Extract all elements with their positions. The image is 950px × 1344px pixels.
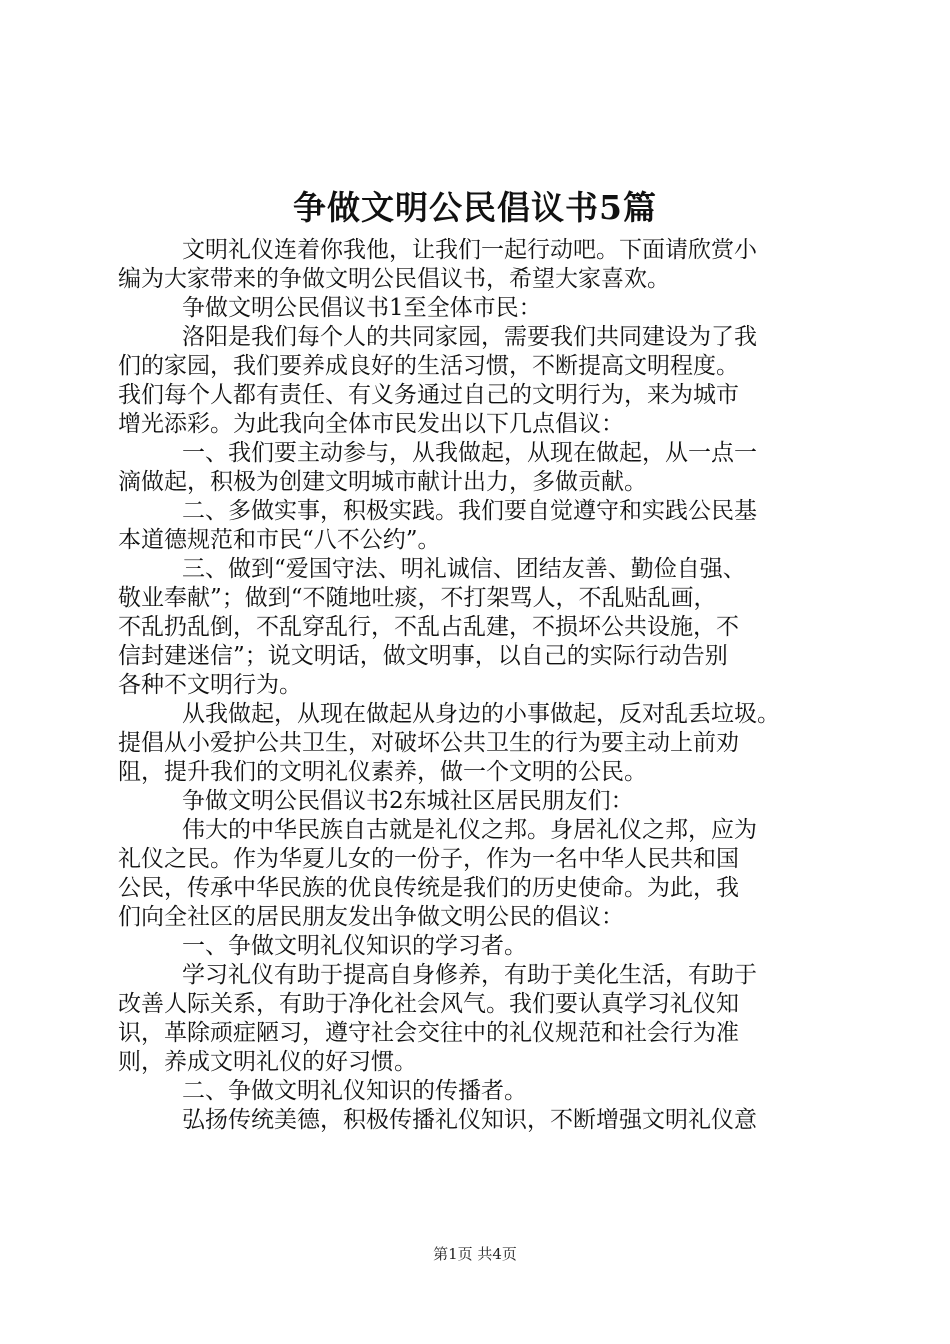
- text-line: 信封建迷信”；说文明话，做文明事，以自己的实际行动告别: [118, 643, 728, 669]
- document-body: [118, 236, 838, 1135]
- text-line: 不乱扔乱倒，不乱穿乱行，不乱占乱建，不损坏公共设施，不: [118, 614, 739, 640]
- text-line: 滴做起，积极为创建文明城市献计出力，多做贡献。: [118, 469, 647, 495]
- document-title: 争做文明公民倡议书5篇: [293, 188, 657, 227]
- text-line: 学习礼仪有助于提高自身修养，有助于美化生活，有助于: [182, 962, 757, 988]
- text-line: 三、做到“爱国守法、明礼诚信、团结友善、勤俭自强、: [182, 556, 746, 582]
- text-line: 本道德规范和市民“八不公约”。: [118, 527, 441, 553]
- text-line: 识，革除顽症陋习，遵守社会交往中的礼仪规范和社会行为准: [118, 1020, 739, 1046]
- text-line: 公民，传承中华民族的优良传统是我们的历史使命。为此，我: [118, 875, 739, 901]
- text-line: 弘扬传统美德，积极传播礼仪知识，不断增强文明礼仪意: [182, 1107, 757, 1133]
- text-line: 我们每个人都有责任、有义务通过自己的文明行为，来为城市: [118, 382, 739, 408]
- text-line: 增光添彩。为此我向全体市民发出以下几点倡议：: [118, 411, 624, 437]
- page-footer: 第1页 共4页: [433, 1245, 517, 1263]
- text-line: 一、我们要主动参与，从我做起，从现在做起，从一点一: [182, 440, 757, 466]
- text-line: 争做文明公民倡议书1至全体市民：: [182, 295, 542, 321]
- text-line: 阻，提升我们的文明礼仪素养，做一个文明的公民。: [118, 759, 647, 785]
- text-line: 从我做起，从现在做起从身边的小事做起，反对乱丢垃圾。: [182, 701, 780, 727]
- text-line: 二、多做实事，积极实践。我们要自觉遵守和实践公民基: [182, 498, 757, 524]
- text-line: 编为大家带来的争做文明公民倡议书，希望大家喜欢。: [118, 266, 670, 292]
- text-line: 文明礼仪连着你我他，让我们一起行动吧。下面请欣赏小: [182, 237, 757, 263]
- text-line: 一、争做文明礼仪知识的学习者。: [182, 933, 527, 959]
- text-line: 各种不文明行为。: [118, 672, 302, 698]
- text-line: 敬业奉献”；做到“不随地吐痰，不打架骂人，不乱贴乱画，: [118, 585, 717, 611]
- text-line: 提倡从小爱护公共卫生，对破坏公共卫生的行为要主动上前劝: [118, 730, 739, 756]
- text-line: 争做文明公民倡议书2东城社区居民朋友们：: [182, 788, 634, 814]
- text-line: 们向全社区的居民朋友发出争做文明公民的倡议：: [118, 904, 624, 930]
- text-line: 礼仪之民。作为华夏儿女的一份子，作为一名中华人民共和国: [118, 846, 739, 872]
- text-line: 改善人际关系，有助于净化社会风气。我们要认真学习礼仪知: [118, 991, 739, 1017]
- text-line: 二、争做文明礼仪知识的传播者。: [182, 1078, 527, 1104]
- text-line: 则，养成文明礼仪的好习惯。: [118, 1049, 417, 1075]
- text-line: 洛阳是我们每个人的共同家园，需要我们共同建设为了我: [182, 324, 757, 350]
- text-line: 伟大的中华民族自古就是礼仪之邦。身居礼仪之邦，应为: [182, 817, 757, 843]
- text-line: 们的家园，我们要养成良好的生活习惯，不断提高文明程度。: [118, 353, 739, 379]
